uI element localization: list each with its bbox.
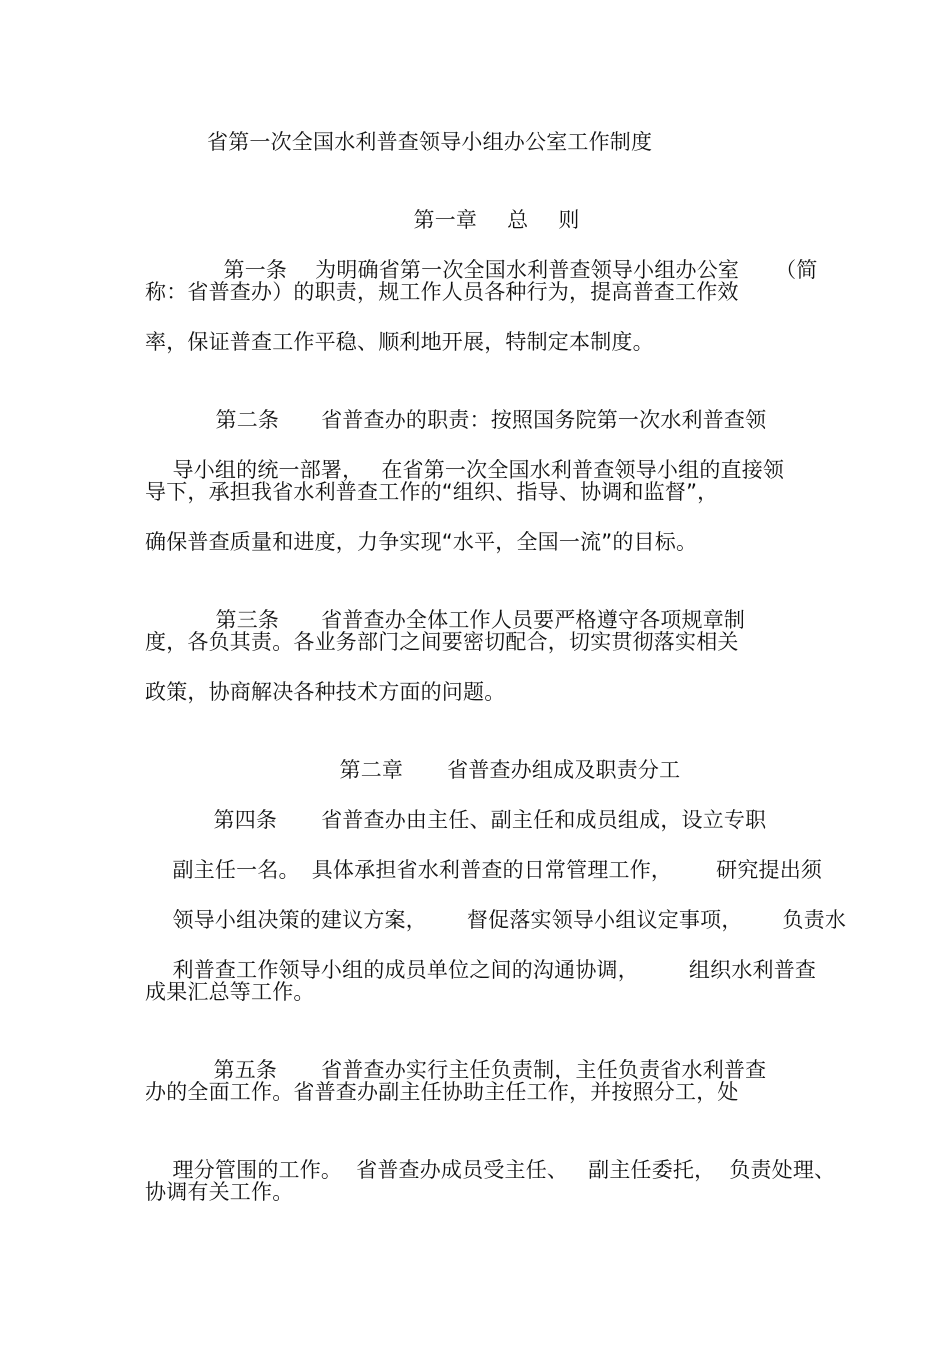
article-4-text-3a: 领导小组决策的建议方案， — [172, 908, 427, 932]
article-5-text-3d: 负责处理、 — [729, 1158, 836, 1182]
document-title: 省第一次全国水利普查领导小组办公室工作制度 — [207, 130, 653, 154]
chapter-1-title-b: 则 — [558, 208, 580, 232]
article-4-label: 第四条 — [213, 808, 278, 832]
article-1-text-1b: （简 — [775, 258, 818, 282]
chapter-2-title: 省普查办组成及职责分工 — [447, 758, 681, 782]
article-3-text-1: 省普查办全体工作人员要严格遵守各项规章制 — [321, 608, 746, 632]
article-2-text-2b: 在省第一次全国水利普查领导小组的直接领 — [381, 458, 785, 482]
article-3-line-2: 度，各负其责。各业务部门之间要密切配合，切实贯彻落实相关 — [145, 630, 739, 654]
article-2-text-1: 省普查办的职责：按照国务院第一次水利普查领 — [321, 408, 767, 432]
article-2-label: 第二条 — [215, 408, 280, 432]
article-1-label: 第一条 — [223, 258, 288, 282]
article-1-line-2: 称：省普查办）的职责，规工作人员各种行为，提高普查工作效 — [145, 280, 739, 304]
article-2-line-3: 导下，承担我省水利普查工作的“组织、指导、协调和监督”， — [145, 480, 719, 504]
article-5-text-1: 省普查办实行主任负责制，主任负责省水利普查 — [321, 1058, 767, 1082]
article-5-text-3a: 理分管围的工作。 — [172, 1158, 343, 1182]
article-2-line-4: 确保普查质量和进度，力争实现“水平，全国一流”的目标。 — [145, 530, 698, 554]
article-4-text-1: 省普查办由主任、副主任和成员组成，设立专职 — [321, 808, 767, 832]
article-1-line-3: 率，保证普查工作平稳、顺利地开展，特制定本制度。 — [145, 330, 654, 354]
article-5-line-2: 办的全面工作。省普查办副主任协助主任工作，并按照分工，处 — [145, 1080, 739, 1104]
article-2-text-2a: 导小组的统一部署， — [172, 458, 364, 482]
chapter-1-title-a: 总 — [507, 208, 529, 232]
article-3-label: 第三条 — [215, 608, 280, 632]
article-4-text-2b: 具体承担省水利普查的日常管理工作， — [311, 858, 673, 882]
article-4-text-2c: 研究提出须 — [716, 858, 823, 882]
article-4-text-4a: 利普查工作领导小组的成员单位之间的沟通协调， — [172, 958, 639, 982]
article-4-text-3b: 督促落实领导小组议定事项， — [466, 908, 743, 932]
article-4-text-3c: 负责水 — [782, 908, 847, 932]
article-5-label: 第五条 — [213, 1058, 278, 1082]
article-5-line-4: 协调有关工作。 — [145, 1180, 294, 1204]
chapter-2-number: 第二章 — [339, 758, 404, 782]
article-1-text-1a: 为明确省第一次全国水利普查领导小组办公室 — [315, 258, 740, 282]
article-4-line-5: 成果汇总等工作。 — [145, 980, 315, 1004]
article-4-text-4b: 组织水利普查 — [688, 958, 817, 982]
article-4-text-2a: 副主任一名。 — [172, 858, 300, 882]
article-5-text-3b: 省普查办成员受主任、 — [356, 1158, 569, 1182]
article-5-text-3c: 副主任委托， — [588, 1158, 716, 1182]
article-3-line-3: 政策，协商解决各种技术方面的问题。 — [145, 680, 506, 704]
chapter-1-number: 第一章 — [413, 208, 478, 232]
